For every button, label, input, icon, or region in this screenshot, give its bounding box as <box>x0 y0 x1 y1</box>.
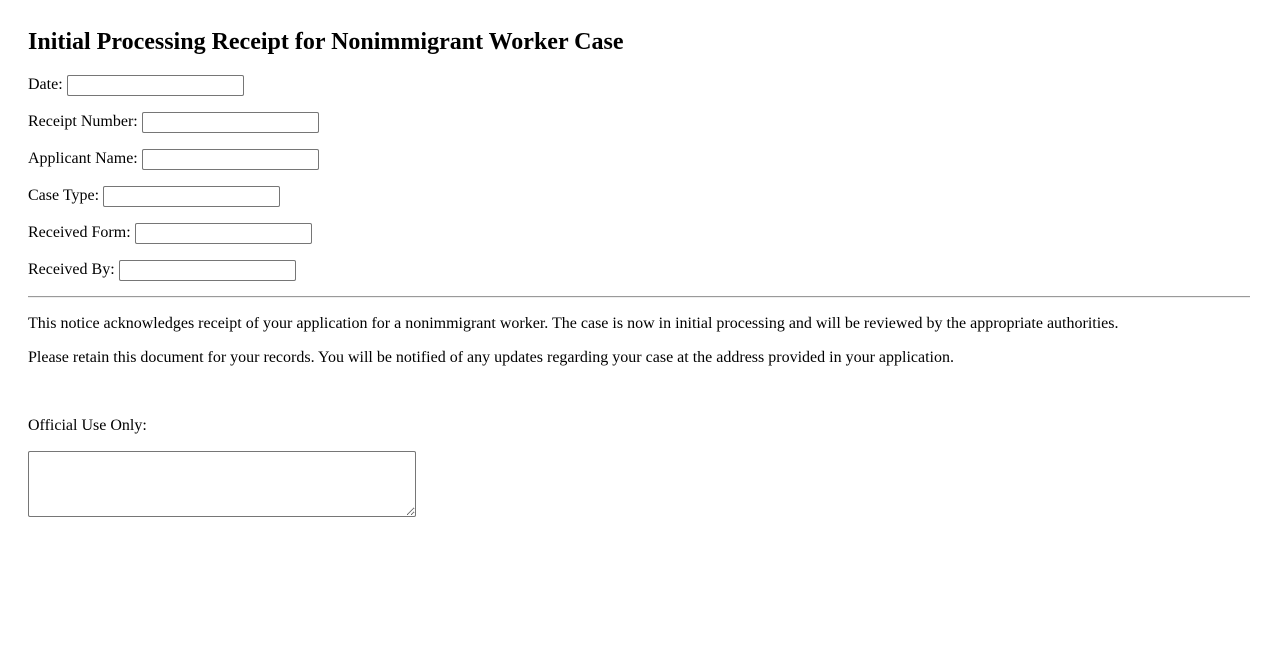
received-by-input[interactable] <box>119 260 296 281</box>
page-title: Initial Processing Receipt for Nonimmigrant Worker Case <box>28 29 624 55</box>
applicant-name-row <box>28 148 319 170</box>
date-label: Date: <box>28 76 63 93</box>
case-type-row <box>28 185 280 207</box>
receipt-number-label: Receipt Number: <box>28 113 138 130</box>
applicant-name-input[interactable] <box>142 149 319 170</box>
case-type-input[interactable] <box>103 186 280 207</box>
applicant-name-label: Applicant Name: <box>28 150 138 167</box>
received-by-label: Received By: <box>28 261 115 278</box>
case-type-label: Case Type: <box>28 187 100 204</box>
received-form-row <box>28 222 312 244</box>
received-by-row <box>28 259 296 281</box>
official-use-textarea[interactable] <box>28 451 416 517</box>
date-input[interactable] <box>67 75 244 96</box>
date-row <box>28 74 244 96</box>
received-form-input[interactable] <box>135 223 312 244</box>
official-use-label: Official Use Only: <box>28 417 147 434</box>
notice-paragraph-acknowledgement: This notice acknowledges receipt of your application for a nonimmigrant worker. The case is now in initial processing and will be reviewed by the appropriate authorities. <box>28 315 1119 332</box>
receipt-number-input[interactable] <box>142 112 319 133</box>
receipt-number-row <box>28 111 319 133</box>
notice-paragraph-retain: Please retain this document for your records. You will be notified of any updates regarding your case at the address provided in your application. <box>28 349 954 366</box>
received-form-label: Received Form: <box>28 224 131 241</box>
section-divider <box>28 296 1250 298</box>
